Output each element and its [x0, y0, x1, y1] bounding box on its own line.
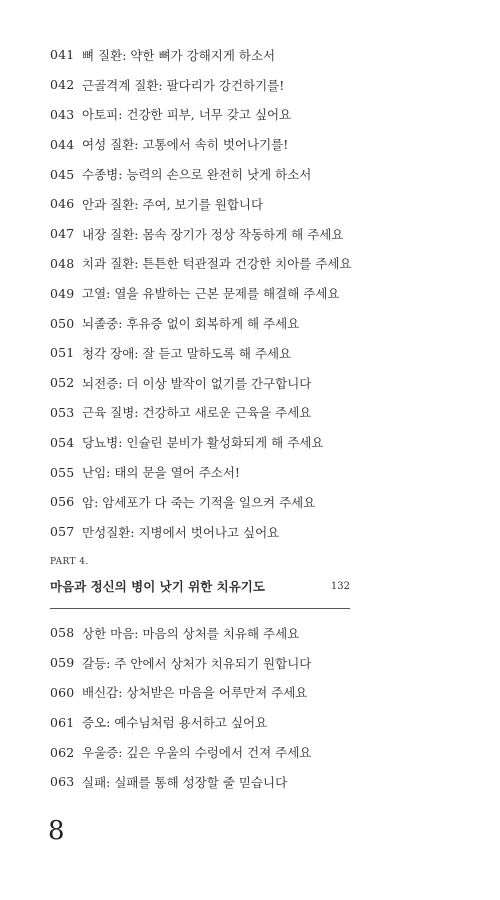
toc-entry — [50, 517, 450, 547]
toc-list-part3 — [50, 40, 450, 547]
entry-number: 058 — [50, 625, 75, 641]
toc-entry — [50, 249, 450, 279]
entry-number: 045 — [50, 166, 75, 182]
part-page-number: 132 — [330, 581, 350, 592]
entry-number: 043 — [50, 106, 75, 122]
entry-title: 근골격계 질환: 팔다리가 강건하기를! — [82, 77, 285, 93]
entry-title: 우울증: 깊은 우울의 수렁에서 건져 주세요 — [82, 745, 312, 761]
toc-entry — [50, 737, 450, 767]
entry-title: 뼈 질환: 약한 뼈가 강해지게 하소서 — [82, 47, 276, 63]
entry-number: 046 — [50, 196, 75, 212]
entry-title: 내장 질환: 몸속 장기가 정상 작동하게 해 주세요 — [82, 226, 344, 242]
toc-entry — [50, 278, 450, 308]
toc-entry — [50, 648, 450, 678]
toc-entry — [50, 219, 450, 249]
entry-number: 059 — [50, 655, 75, 671]
part-divider — [50, 608, 350, 609]
entry-title: 배신감: 상처받은 마음을 어루만져 주세요 — [82, 685, 308, 701]
entry-number: 053 — [50, 404, 75, 420]
entry-title: 뇌전증: 더 이상 발작이 없기를 간구합니다 — [82, 375, 312, 391]
toc-entry — [50, 338, 450, 368]
entry-number: 041 — [50, 47, 75, 63]
toc-entry — [50, 457, 450, 487]
entry-title: 아토피: 건강한 피부, 너무 갖고 싶어요 — [82, 107, 292, 123]
toc-entry — [50, 70, 450, 100]
toc-list-part4 — [50, 618, 450, 797]
toc-entry — [50, 487, 450, 517]
entry-number: 057 — [50, 524, 75, 540]
entry-number: 049 — [50, 285, 75, 301]
toc-entry — [50, 100, 450, 130]
toc-entry — [50, 159, 450, 189]
entry-title: 치과 질환: 튼튼한 턱관절과 건강한 치아를 주세요 — [82, 256, 352, 272]
entry-number: 051 — [50, 345, 75, 361]
toc-entry — [50, 308, 450, 338]
entry-title: 실패: 실패를 통해 성장할 줄 믿습니다 — [82, 774, 288, 790]
toc-entry — [50, 427, 450, 457]
toc-entry — [50, 129, 450, 159]
toc-entry — [50, 398, 450, 428]
entry-title: 고열: 열을 유발하는 근본 문제를 해결해 주세요 — [82, 286, 340, 302]
toc-entry — [50, 368, 450, 398]
entry-title: 당뇨병: 인슐린 분비가 활성화되게 해 주세요 — [82, 435, 324, 451]
entry-title: 안과 질환: 주여, 보기를 원합니다 — [82, 196, 264, 212]
entry-number: 050 — [50, 315, 75, 331]
entry-number: 060 — [50, 684, 75, 700]
entry-number: 048 — [50, 255, 75, 271]
toc-entry — [50, 618, 450, 648]
toc-entry — [50, 678, 450, 708]
toc-entry — [50, 707, 450, 737]
entry-number: 061 — [50, 714, 75, 730]
entry-title: 암: 암세포가 다 죽는 기적을 일으켜 주세요 — [82, 494, 316, 510]
entry-title: 상한 마음: 마음의 상처를 치유해 주세요 — [82, 625, 300, 641]
entry-number: 052 — [50, 375, 75, 391]
entry-number: 054 — [50, 434, 75, 450]
page-folio: 8 — [48, 816, 65, 846]
entry-title: 증오: 예수님처럼 용서하고 싶어요 — [82, 715, 268, 731]
entry-number: 062 — [50, 744, 75, 760]
toc-entry — [50, 189, 450, 219]
entry-title: 수종병: 능력의 손으로 완전히 낫게 하소서 — [82, 167, 312, 183]
part-title: 마음과 정신의 병이 낫기 위한 치유기도 — [50, 579, 265, 594]
entry-number: 047 — [50, 226, 75, 242]
entry-title: 갈등: 주 안에서 상처가 치유되기 원합니다 — [82, 655, 312, 671]
entry-title: 만성질환: 지병에서 벗어나고 싶어요 — [82, 524, 280, 540]
entry-title: 난임: 태의 문을 열어 주소서! — [82, 465, 240, 481]
entry-number: 044 — [50, 136, 75, 152]
entry-number: 055 — [50, 464, 75, 480]
toc-entry — [50, 767, 450, 797]
entry-title: 여성 질환: 고통에서 속히 벗어나기를! — [82, 137, 289, 153]
entry-title: 청각 장애: 잘 듣고 말하도록 해 주세요 — [82, 345, 292, 361]
entry-title: 뇌졸중: 후유증 없이 회복하게 해 주세요 — [82, 316, 300, 332]
entry-number: 063 — [50, 774, 75, 790]
part-label: PART 4. — [50, 557, 89, 567]
entry-title: 근육 질병: 건강하고 새로운 근육을 주세요 — [82, 405, 312, 421]
entry-number: 056 — [50, 494, 75, 510]
toc-entry — [50, 40, 450, 70]
entry-number: 042 — [50, 77, 75, 93]
